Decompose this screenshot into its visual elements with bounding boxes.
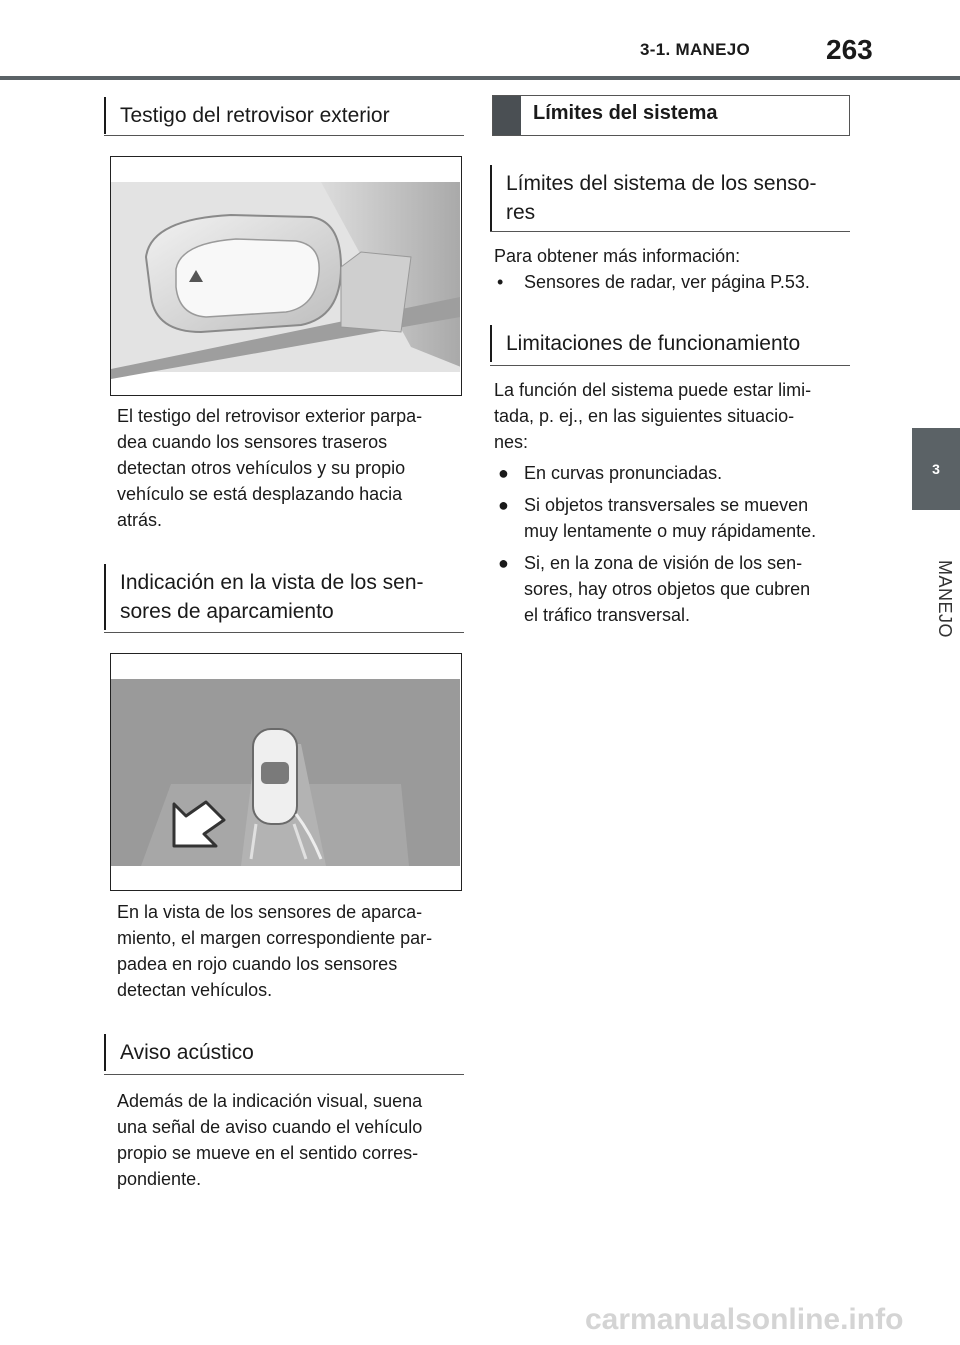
text-line: La función del sistema puede estar limi- (494, 380, 812, 400)
text-line: detectan otros vehículos y su propio (117, 458, 406, 478)
text-line: Para obtener más información: (494, 246, 741, 266)
chapter-tab: 3 (912, 428, 960, 510)
heading-sensor-limits (490, 165, 850, 231)
paragraph-mirror (117, 403, 462, 533)
bullet-icon: ● (498, 495, 509, 515)
text-line: vehículo se está desplazando hacia (117, 484, 403, 504)
heading-underline (104, 135, 464, 136)
header-rule (0, 76, 960, 80)
bullet-icon: ● (498, 463, 509, 483)
figure-parking-view (110, 653, 462, 891)
section-title: Límites del sistema (533, 102, 718, 124)
section-title-box (492, 95, 850, 136)
heading-parking-view (104, 564, 464, 630)
section-header: 3-1. MANEJO (640, 40, 751, 59)
limitations-list (494, 460, 854, 628)
heading-underline (490, 231, 850, 232)
heading-acoustic (104, 1034, 464, 1071)
heading-line: res (506, 201, 536, 224)
list-item (494, 460, 854, 486)
heading-limitations (490, 325, 850, 362)
paragraph-more-info (494, 243, 854, 295)
section-title-block (493, 96, 521, 135)
heading-text: Testigo del retrovisor exterior (104, 97, 464, 134)
dash-item (494, 269, 854, 295)
heading-text (104, 564, 464, 630)
text-line: tada, p. ej., en las siguientes situacio- (494, 406, 795, 426)
text-line: el tráfico transversal. (524, 605, 691, 625)
heading-underline (490, 365, 850, 366)
parking-view-illustration (111, 654, 460, 889)
text-line: El testigo del retrovisor exterior parpa- (117, 406, 423, 426)
heading-line: Indicación en la vista de los sen- (120, 571, 424, 594)
heading-text: Limitaciones de funcionamiento (490, 325, 850, 362)
heading-underline (104, 632, 464, 633)
heading-line: Límites del sistema de los senso- (506, 172, 817, 195)
heading-mirror-indicator (104, 97, 464, 134)
chapter-label: MANEJO (935, 560, 955, 639)
text-line: En la vista de los sensores de aparca- (117, 902, 423, 922)
text-line: detectan vehículos. (117, 980, 273, 1000)
bullet-mark: • (497, 272, 504, 292)
text-line: Además de la indicación visual, suena (117, 1091, 423, 1111)
text-line: sores, hay otros objetos que cubren (524, 579, 811, 599)
text-line: muy lentamente o muy rápidamente. (524, 521, 817, 541)
list-item (494, 492, 854, 544)
text-line: En curvas pronunciadas. (524, 463, 723, 483)
list-item-text (524, 492, 854, 544)
text-line: miento, el margen correspondiente par- (117, 928, 433, 948)
list-item-text (524, 550, 854, 628)
page-number: 263 (826, 34, 873, 65)
list-item (494, 550, 854, 628)
bullet-icon: ● (498, 553, 509, 573)
heading-text: Aviso acústico (104, 1034, 464, 1071)
watermark: carmanualsonline.info (585, 1303, 904, 1336)
heading-text (490, 165, 850, 231)
text-line: Sensores de radar, ver página P.53. (524, 272, 810, 292)
text-line: Si objetos transversales se mueven (524, 495, 809, 515)
text-line: atrás. (117, 510, 163, 530)
heading-line: sores de aparcamiento (120, 600, 334, 623)
paragraph-acoustic (117, 1088, 462, 1192)
text-line: padea en rojo cuando los sensores (117, 954, 398, 974)
list-item-text (524, 460, 854, 486)
figure-exterior-mirror (110, 156, 462, 396)
text-line: pondiente. (117, 1169, 202, 1189)
text-line: nes: (494, 432, 529, 452)
text-line: propio se mueve en el sentido corres- (117, 1143, 419, 1163)
paragraph-limitations (494, 377, 854, 455)
text-line: dea cuando los sensores traseros (117, 432, 388, 452)
text-line: Si, en la zona de visión de los sen- (524, 553, 803, 573)
mirror-illustration (111, 157, 460, 394)
text-line: una señal de aviso cuando el vehículo (117, 1117, 423, 1137)
heading-underline (104, 1074, 464, 1075)
paragraph-parking-view (117, 899, 462, 1003)
